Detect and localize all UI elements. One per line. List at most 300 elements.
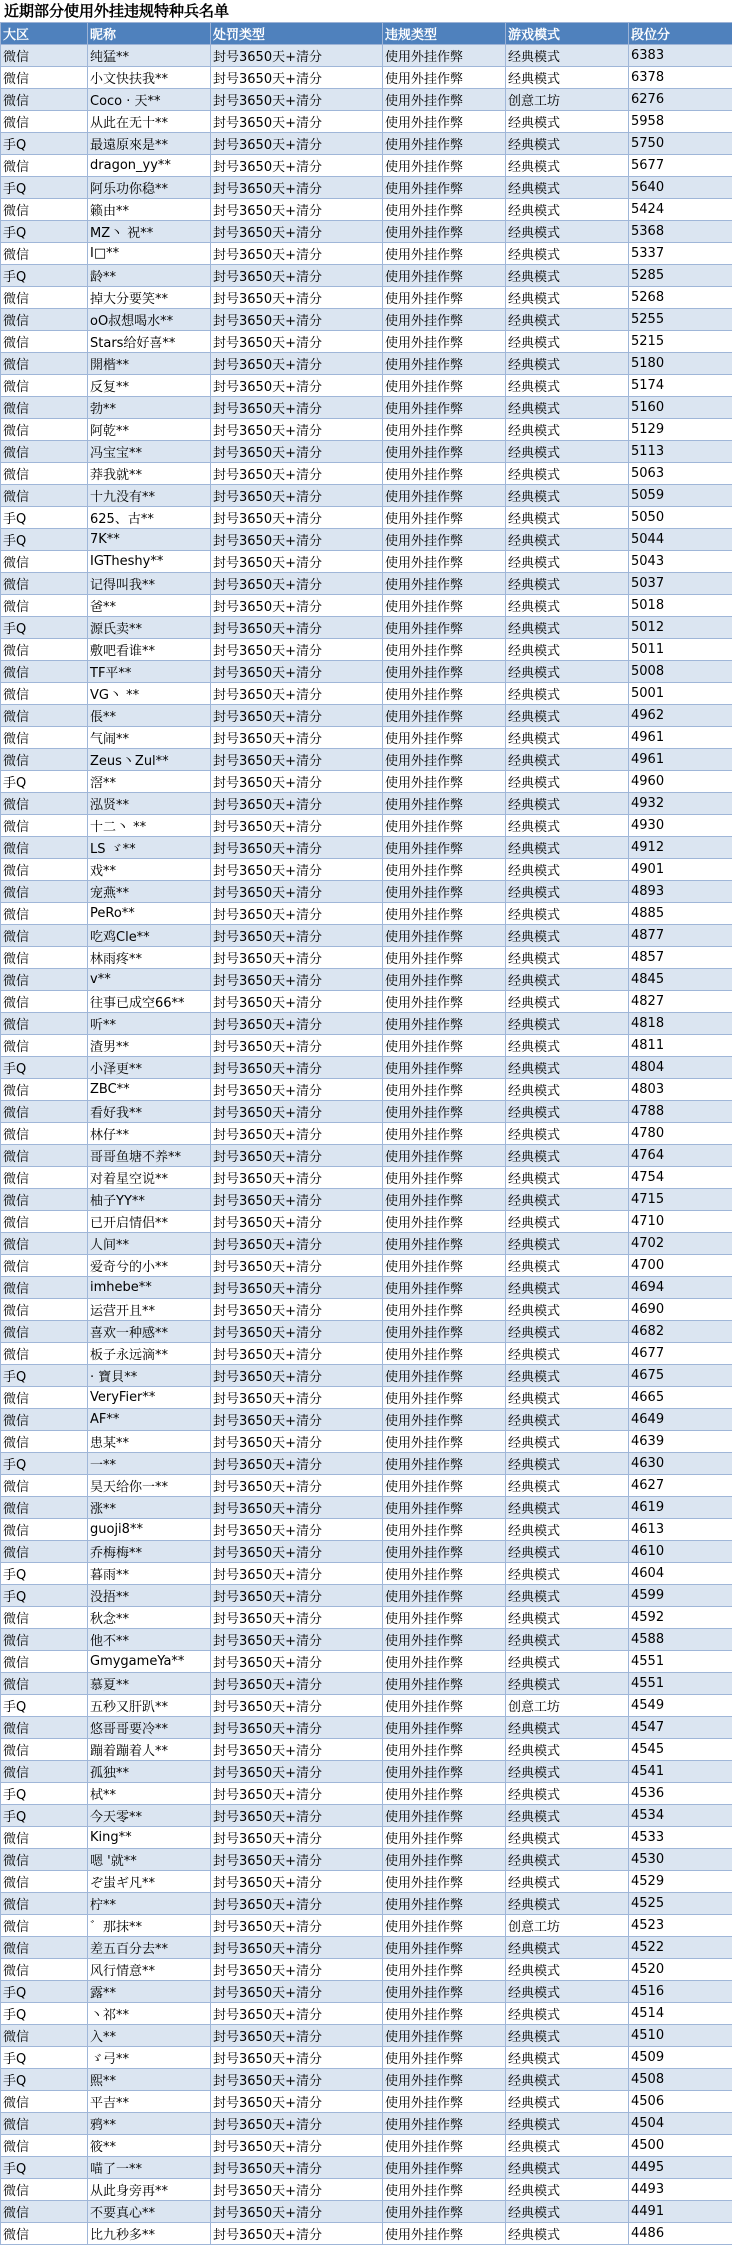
cell-penalty-type: 封号3650天+清分 xyxy=(211,221,383,243)
cell-penalty-type: 封号3650天+清分 xyxy=(211,1189,383,1211)
cell-game-mode: 经典模式 xyxy=(506,617,629,639)
cell-region: 微信 xyxy=(1,331,88,353)
cell-game-mode: 经典模式 xyxy=(506,661,629,683)
cell-nickname: 7K** xyxy=(88,529,211,551)
cell-region: 微信 xyxy=(1,67,88,89)
table-row xyxy=(1,1717,732,1739)
cell-game-mode: 经典模式 xyxy=(506,1079,629,1101)
cell-violation-type: 使用外挂作弊 xyxy=(383,1915,506,1937)
cell-penalty-type: 封号3650天+清分 xyxy=(211,1871,383,1893)
cell-violation-type: 使用外挂作弊 xyxy=(383,309,506,331)
cell-game-mode: 经典模式 xyxy=(506,2091,629,2113)
cell-penalty-type: 封号3650天+清分 xyxy=(211,1717,383,1739)
cell-penalty-type: 封号3650天+清分 xyxy=(211,1409,383,1431)
table-row xyxy=(1,1695,732,1717)
cell-game-mode: 经典模式 xyxy=(506,45,629,67)
cell-game-mode: 经典模式 xyxy=(506,155,629,177)
cell-penalty-type: 封号3650天+清分 xyxy=(211,1827,383,1849)
cell-game-mode: 经典模式 xyxy=(506,1585,629,1607)
cell-violation-type: 使用外挂作弊 xyxy=(383,1079,506,1101)
cell-violation-type: 使用外挂作弊 xyxy=(383,1651,506,1673)
table-row xyxy=(1,1123,732,1145)
table-row xyxy=(1,1035,732,1057)
cell-penalty-type: 封号3650天+清分 xyxy=(211,639,383,661)
cell-rank-score: 4961 xyxy=(629,727,732,749)
table-row xyxy=(1,463,732,485)
cell-penalty-type: 封号3650天+清分 xyxy=(211,177,383,199)
cell-penalty-type: 封号3650天+清分 xyxy=(211,331,383,353)
table-row xyxy=(1,1189,732,1211)
table-row xyxy=(1,1563,732,1585)
cell-nickname: 阿乐功你稳** xyxy=(88,177,211,199)
banned-players-table xyxy=(0,22,732,2245)
cell-violation-type: 使用外挂作弊 xyxy=(383,1585,506,1607)
cell-penalty-type: 封号3650天+清分 xyxy=(211,1739,383,1761)
cell-penalty-type: 封号3650天+清分 xyxy=(211,1893,383,1915)
cell-region: 微信 xyxy=(1,551,88,573)
cell-violation-type: 使用外挂作弊 xyxy=(383,1739,506,1761)
cell-rank-score: 5958 xyxy=(629,111,732,133)
cell-region: 微信 xyxy=(1,1321,88,1343)
cell-region: 手Q xyxy=(1,1365,88,1387)
cell-nickname: 熙** xyxy=(88,2069,211,2091)
cell-rank-score: 5050 xyxy=(629,507,732,529)
cell-game-mode: 经典模式 xyxy=(506,1057,629,1079)
cell-penalty-type: 封号3650天+清分 xyxy=(211,1233,383,1255)
cell-region: 微信 xyxy=(1,639,88,661)
cell-rank-score: 4551 xyxy=(629,1651,732,1673)
cell-penalty-type: 封号3650天+清分 xyxy=(211,617,383,639)
cell-rank-score: 5063 xyxy=(629,463,732,485)
cell-rank-score: 4508 xyxy=(629,2069,732,2091)
cell-violation-type: 使用外挂作弊 xyxy=(383,2091,506,2113)
cell-rank-score: 4545 xyxy=(629,1739,732,1761)
cell-violation-type: 使用外挂作弊 xyxy=(383,89,506,111)
cell-rank-score: 5750 xyxy=(629,133,732,155)
cell-rank-score: 4588 xyxy=(629,1629,732,1651)
cell-region: 微信 xyxy=(1,199,88,221)
cell-penalty-type: 封号3650天+清分 xyxy=(211,2135,383,2157)
cell-rank-score: 4901 xyxy=(629,859,732,881)
cell-penalty-type: 封号3650天+清分 xyxy=(211,1387,383,1409)
header-penalty-type: 处罚类型 xyxy=(211,23,383,45)
cell-region: 微信 xyxy=(1,485,88,507)
table-row xyxy=(1,837,732,859)
cell-region: 微信 xyxy=(1,1101,88,1123)
cell-region: 微信 xyxy=(1,1651,88,1673)
table-row xyxy=(1,1827,732,1849)
cell-game-mode: 经典模式 xyxy=(506,1651,629,1673)
cell-violation-type: 使用外挂作弊 xyxy=(383,903,506,925)
cell-penalty-type: 封号3650天+清分 xyxy=(211,89,383,111)
cell-game-mode: 经典模式 xyxy=(506,2223,629,2245)
cell-nickname: 入** xyxy=(88,2025,211,2047)
cell-penalty-type: 封号3650天+清分 xyxy=(211,771,383,793)
cell-region: 微信 xyxy=(1,1079,88,1101)
cell-rank-score: 4530 xyxy=(629,1849,732,1871)
cell-violation-type: 使用外挂作弊 xyxy=(383,265,506,287)
cell-rank-score: 4694 xyxy=(629,1277,732,1299)
cell-violation-type: 使用外挂作弊 xyxy=(383,2025,506,2047)
cell-penalty-type: 封号3650天+清分 xyxy=(211,155,383,177)
cell-rank-score: 4893 xyxy=(629,881,732,903)
cell-rank-score: 4702 xyxy=(629,1233,732,1255)
table-row xyxy=(1,265,732,287)
cell-game-mode: 经典模式 xyxy=(506,1409,629,1431)
cell-game-mode: 经典模式 xyxy=(506,1189,629,1211)
cell-region: 手Q xyxy=(1,1563,88,1585)
cell-region: 手Q xyxy=(1,2003,88,2025)
cell-rank-score: 4510 xyxy=(629,2025,732,2047)
cell-rank-score: 6276 xyxy=(629,89,732,111)
cell-nickname: 一** xyxy=(88,1453,211,1475)
cell-game-mode: 经典模式 xyxy=(506,529,629,551)
cell-penalty-type: 封号3650天+清分 xyxy=(211,2047,383,2069)
cell-game-mode: 经典模式 xyxy=(506,463,629,485)
table-row xyxy=(1,243,732,265)
cell-violation-type: 使用外挂作弊 xyxy=(383,199,506,221)
table-row xyxy=(1,1431,732,1453)
cell-region: 微信 xyxy=(1,991,88,1013)
cell-penalty-type: 封号3650天+清分 xyxy=(211,925,383,947)
cell-region: 微信 xyxy=(1,1409,88,1431)
cell-rank-score: 5640 xyxy=(629,177,732,199)
cell-nickname: 他不** xyxy=(88,1629,211,1651)
cell-violation-type: 使用外挂作弊 xyxy=(383,925,506,947)
cell-region: 微信 xyxy=(1,1849,88,1871)
cell-nickname: 莽我就** xyxy=(88,463,211,485)
cell-region: 微信 xyxy=(1,111,88,133)
cell-penalty-type: 封号3650天+清分 xyxy=(211,1563,383,1585)
cell-nickname: 冯宝宝** xyxy=(88,441,211,463)
cell-violation-type: 使用外挂作弊 xyxy=(383,1035,506,1057)
cell-region: 手Q xyxy=(1,1805,88,1827)
cell-nickname: 不要真心** xyxy=(88,2201,211,2223)
cell-nickname: 对着星空说** xyxy=(88,1167,211,1189)
table-row xyxy=(1,727,732,749)
cell-nickname: 记得叫我** xyxy=(88,573,211,595)
cell-game-mode: 经典模式 xyxy=(506,551,629,573)
cell-penalty-type: 封号3650天+清分 xyxy=(211,529,383,551)
cell-penalty-type: 封号3650天+清分 xyxy=(211,1123,383,1145)
cell-violation-type: 使用外挂作弊 xyxy=(383,529,506,551)
cell-penalty-type: 封号3650天+清分 xyxy=(211,1475,383,1497)
cell-violation-type: 使用外挂作弊 xyxy=(383,1497,506,1519)
table-row xyxy=(1,771,732,793)
cell-region: 微信 xyxy=(1,837,88,859)
cell-violation-type: 使用外挂作弊 xyxy=(383,1783,506,1805)
cell-rank-score: 4690 xyxy=(629,1299,732,1321)
cell-game-mode: 经典模式 xyxy=(506,1321,629,1343)
cell-nickname: ゛那抹** xyxy=(88,1915,211,1937)
cell-nickname: 泓贤** xyxy=(88,793,211,815)
cell-nickname: 渣男** xyxy=(88,1035,211,1057)
cell-penalty-type: 封号3650天+清分 xyxy=(211,705,383,727)
cell-game-mode: 创意工坊 xyxy=(506,89,629,111)
cell-rank-score: 4493 xyxy=(629,2179,732,2201)
cell-game-mode: 经典模式 xyxy=(506,1541,629,1563)
cell-violation-type: 使用外挂作弊 xyxy=(383,507,506,529)
table-row xyxy=(1,2179,732,2201)
cell-region: 手Q xyxy=(1,177,88,199)
cell-region: 微信 xyxy=(1,463,88,485)
header-rank-score: 段位分 xyxy=(629,23,732,45)
cell-rank-score: 4504 xyxy=(629,2113,732,2135)
cell-game-mode: 经典模式 xyxy=(506,793,629,815)
table-row xyxy=(1,485,732,507)
cell-game-mode: 创意工坊 xyxy=(506,1915,629,1937)
cell-game-mode: 经典模式 xyxy=(506,815,629,837)
table-row xyxy=(1,2135,732,2157)
cell-region: 微信 xyxy=(1,881,88,903)
cell-violation-type: 使用外挂作弊 xyxy=(383,1475,506,1497)
cell-game-mode: 经典模式 xyxy=(506,67,629,89)
cell-region: 手Q xyxy=(1,1981,88,2003)
cell-nickname: 哥哥鱼塘不养** xyxy=(88,1145,211,1167)
cell-region: 手Q xyxy=(1,265,88,287)
cell-rank-score: 5011 xyxy=(629,639,732,661)
cell-violation-type: 使用外挂作弊 xyxy=(383,1871,506,1893)
table-row xyxy=(1,397,732,419)
cell-violation-type: 使用外挂作弊 xyxy=(383,1365,506,1387)
cell-rank-score: 5255 xyxy=(629,309,732,331)
table-row xyxy=(1,1871,732,1893)
cell-region: 手Q xyxy=(1,529,88,551)
table-row xyxy=(1,617,732,639)
cell-rank-score: 4604 xyxy=(629,1563,732,1585)
cell-nickname: 丶祁** xyxy=(88,2003,211,2025)
cell-penalty-type: 封号3650天+清分 xyxy=(211,309,383,331)
cell-penalty-type: 封号3650天+清分 xyxy=(211,2179,383,2201)
cell-nickname: TF平** xyxy=(88,661,211,683)
cell-violation-type: 使用外挂作弊 xyxy=(383,1343,506,1365)
cell-game-mode: 经典模式 xyxy=(506,1475,629,1497)
cell-rank-score: 4536 xyxy=(629,1783,732,1805)
cell-nickname: 柠** xyxy=(88,1893,211,1915)
cell-rank-score: 4932 xyxy=(629,793,732,815)
cell-penalty-type: 封号3650天+清分 xyxy=(211,133,383,155)
cell-violation-type: 使用外挂作弊 xyxy=(383,1299,506,1321)
cell-violation-type: 使用外挂作弊 xyxy=(383,859,506,881)
cell-game-mode: 经典模式 xyxy=(506,1519,629,1541)
cell-region: 微信 xyxy=(1,1035,88,1057)
cell-penalty-type: 封号3650天+清分 xyxy=(211,947,383,969)
cell-penalty-type: 封号3650天+清分 xyxy=(211,67,383,89)
cell-game-mode: 经典模式 xyxy=(506,221,629,243)
cell-penalty-type: 封号3650天+清分 xyxy=(211,2091,383,2113)
cell-nickname: 从此身旁再** xyxy=(88,2179,211,2201)
cell-rank-score: 4788 xyxy=(629,1101,732,1123)
cell-game-mode: 经典模式 xyxy=(506,111,629,133)
table-row xyxy=(1,1387,732,1409)
cell-nickname: Zeus丶Zul** xyxy=(88,749,211,771)
cell-rank-score: 4764 xyxy=(629,1145,732,1167)
table-row xyxy=(1,1849,732,1871)
cell-game-mode: 经典模式 xyxy=(506,1607,629,1629)
table-row xyxy=(1,1299,732,1321)
cell-rank-score: 4525 xyxy=(629,1893,732,1915)
table-row xyxy=(1,1607,732,1629)
cell-violation-type: 使用外挂作弊 xyxy=(383,45,506,67)
cell-penalty-type: 封号3650天+清分 xyxy=(211,1079,383,1101)
cell-violation-type: 使用外挂作弊 xyxy=(383,771,506,793)
cell-nickname: 爱奇兮的小** xyxy=(88,1255,211,1277)
cell-nickname: 龄** xyxy=(88,265,211,287)
cell-violation-type: 使用外挂作弊 xyxy=(383,1321,506,1343)
cell-game-mode: 经典模式 xyxy=(506,375,629,397)
cell-violation-type: 使用外挂作弊 xyxy=(383,441,506,463)
cell-region: 微信 xyxy=(1,947,88,969)
cell-rank-score: 4549 xyxy=(629,1695,732,1717)
cell-penalty-type: 封号3650天+清分 xyxy=(211,375,383,397)
cell-region: 微信 xyxy=(1,2091,88,2113)
cell-rank-score: 4754 xyxy=(629,1167,732,1189)
cell-violation-type: 使用外挂作弊 xyxy=(383,353,506,375)
cell-game-mode: 经典模式 xyxy=(506,1343,629,1365)
cell-region: 微信 xyxy=(1,1629,88,1651)
table-row xyxy=(1,705,732,727)
cell-nickname: GmygameYa** xyxy=(88,1651,211,1673)
cell-region: 微信 xyxy=(1,1343,88,1365)
cell-violation-type: 使用外挂作弊 xyxy=(383,837,506,859)
cell-region: 手Q xyxy=(1,221,88,243)
cell-region: 微信 xyxy=(1,2113,88,2135)
table-row xyxy=(1,925,732,947)
cell-penalty-type: 封号3650天+清分 xyxy=(211,661,383,683)
cell-violation-type: 使用外挂作弊 xyxy=(383,331,506,353)
cell-violation-type: 使用外挂作弊 xyxy=(383,1893,506,1915)
cell-nickname: 爸** xyxy=(88,595,211,617)
cell-game-mode: 经典模式 xyxy=(506,727,629,749)
cell-region: 微信 xyxy=(1,661,88,683)
cell-nickname: 风行情意** xyxy=(88,1959,211,1981)
cell-game-mode: 经典模式 xyxy=(506,683,629,705)
cell-game-mode: 经典模式 xyxy=(506,1717,629,1739)
cell-penalty-type: 封号3650天+清分 xyxy=(211,859,383,881)
cell-game-mode: 经典模式 xyxy=(506,265,629,287)
table-row xyxy=(1,331,732,353)
table-row xyxy=(1,1233,732,1255)
cell-rank-score: 4960 xyxy=(629,771,732,793)
table-row xyxy=(1,1365,732,1387)
cell-violation-type: 使用外挂作弊 xyxy=(383,1255,506,1277)
cell-game-mode: 经典模式 xyxy=(506,287,629,309)
cell-game-mode: 经典模式 xyxy=(506,639,629,661)
cell-game-mode: 经典模式 xyxy=(506,1497,629,1519)
table-row xyxy=(1,2201,732,2223)
cell-penalty-type: 封号3650天+清分 xyxy=(211,1145,383,1167)
table-row xyxy=(1,1629,732,1651)
table-row xyxy=(1,221,732,243)
cell-penalty-type: 封号3650天+清分 xyxy=(211,1673,383,1695)
cell-game-mode: 经典模式 xyxy=(506,353,629,375)
cell-rank-score: 4529 xyxy=(629,1871,732,1893)
cell-penalty-type: 封号3650天+清分 xyxy=(211,1255,383,1277)
cell-nickname: 昊天给你一** xyxy=(88,1475,211,1497)
cell-penalty-type: 封号3650天+清分 xyxy=(211,1651,383,1673)
cell-nickname: 喵了一** xyxy=(88,2157,211,2179)
cell-violation-type: 使用外挂作弊 xyxy=(383,1123,506,1145)
cell-penalty-type: 封号3650天+清分 xyxy=(211,1035,383,1057)
cell-nickname: 蹦着蹦着人** xyxy=(88,1739,211,1761)
cell-penalty-type: 封号3650天+清分 xyxy=(211,1915,383,1937)
cell-region: 微信 xyxy=(1,353,88,375)
cell-game-mode: 经典模式 xyxy=(506,1805,629,1827)
cell-rank-score: 5285 xyxy=(629,265,732,287)
cell-rank-score: 4818 xyxy=(629,1013,732,1035)
header-region: 大区 xyxy=(1,23,88,45)
cell-game-mode: 经典模式 xyxy=(506,1739,629,1761)
cell-game-mode: 经典模式 xyxy=(506,2003,629,2025)
table-row xyxy=(1,1167,732,1189)
cell-violation-type: 使用外挂作弊 xyxy=(383,1981,506,2003)
cell-region: 手Q xyxy=(1,1783,88,1805)
cell-violation-type: 使用外挂作弊 xyxy=(383,639,506,661)
table-row xyxy=(1,815,732,837)
cell-nickname: 慕夏** xyxy=(88,1673,211,1695)
cell-region: 微信 xyxy=(1,375,88,397)
cell-nickname: LS ゞ** xyxy=(88,837,211,859)
cell-rank-score: 4877 xyxy=(629,925,732,947)
cell-game-mode: 经典模式 xyxy=(506,1299,629,1321)
table-row xyxy=(1,1101,732,1123)
cell-penalty-type: 封号3650天+清分 xyxy=(211,2069,383,2091)
cell-violation-type: 使用外挂作弊 xyxy=(383,1717,506,1739)
cell-region: 微信 xyxy=(1,859,88,881)
cell-violation-type: 使用外挂作弊 xyxy=(383,1937,506,1959)
header-violation-type: 违规类型 xyxy=(383,23,506,45)
cell-region: 微信 xyxy=(1,1299,88,1321)
table-row xyxy=(1,859,732,881)
cell-violation-type: 使用外挂作弊 xyxy=(383,111,506,133)
cell-game-mode: 经典模式 xyxy=(506,1167,629,1189)
cell-penalty-type: 封号3650天+清分 xyxy=(211,287,383,309)
cell-rank-score: 4700 xyxy=(629,1255,732,1277)
cell-rank-score: 4930 xyxy=(629,815,732,837)
cell-game-mode: 经典模式 xyxy=(506,771,629,793)
cell-penalty-type: 封号3650天+清分 xyxy=(211,815,383,837)
cell-game-mode: 经典模式 xyxy=(506,485,629,507)
cell-rank-score: 4541 xyxy=(629,1761,732,1783)
cell-penalty-type: 封号3650天+清分 xyxy=(211,991,383,1013)
cell-penalty-type: 封号3650天+清分 xyxy=(211,1321,383,1343)
table-row xyxy=(1,1739,732,1761)
table-body xyxy=(1,45,732,2245)
table-row xyxy=(1,353,732,375)
cell-game-mode: 经典模式 xyxy=(506,1629,629,1651)
cell-game-mode: 经典模式 xyxy=(506,1827,629,1849)
cell-rank-score: 5037 xyxy=(629,573,732,595)
cell-penalty-type: 封号3650天+清分 xyxy=(211,1431,383,1453)
cell-game-mode: 经典模式 xyxy=(506,705,629,727)
cell-game-mode: 经典模式 xyxy=(506,1783,629,1805)
cell-nickname: VG丶 ** xyxy=(88,683,211,705)
table-row xyxy=(1,309,732,331)
cell-region: 微信 xyxy=(1,1827,88,1849)
cell-region: 微信 xyxy=(1,969,88,991)
table-row xyxy=(1,2091,732,2113)
cell-rank-score: 4811 xyxy=(629,1035,732,1057)
cell-region: 微信 xyxy=(1,441,88,463)
cell-penalty-type: 封号3650天+清分 xyxy=(211,749,383,771)
cell-region: 微信 xyxy=(1,2201,88,2223)
table-row xyxy=(1,287,732,309)
cell-rank-score: 5337 xyxy=(629,243,732,265)
table-row xyxy=(1,1211,732,1233)
cell-game-mode: 经典模式 xyxy=(506,595,629,617)
cell-penalty-type: 封号3650天+清分 xyxy=(211,2223,383,2245)
cell-violation-type: 使用外挂作弊 xyxy=(383,2223,506,2245)
